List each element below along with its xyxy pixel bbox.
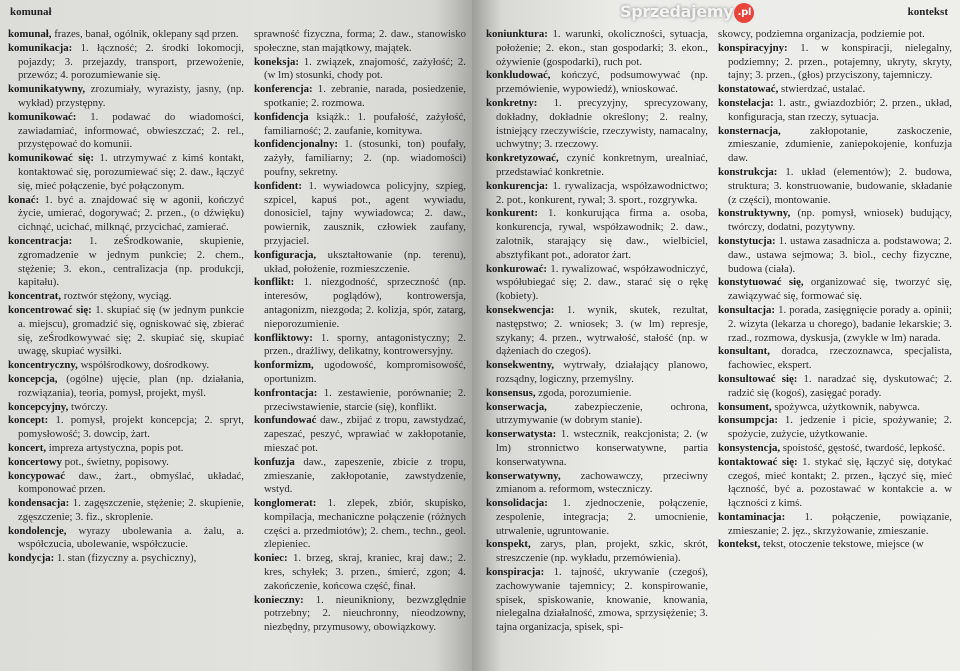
dictionary-entry [8,235,244,290]
dictionary-entry [486,207,708,262]
dictionary-entry [486,538,708,566]
dictionary-entry [8,442,244,456]
entry-definition: 1. być a. znajdować się w agonii, kończyć życie, umierać, dogorywać; 2. przen., (o dźwięku) cichnąć, ucichać, milknąć, przycichać, zamierać. [18,193,244,234]
entry-definition: zabezpieczenie, ochrona, utrzymywanie (w dobrym stanie). [496,400,708,427]
entry-definition: spoistość, gęstość, twardość, lepkość. [780,441,946,454]
dictionary-entry [254,359,466,387]
entry-definition: daw., zapeszenie, zbicie z tropu, zmieszanie, zakłopotanie, zawstydzenie, wstyd. [264,455,466,496]
dictionary-entry [8,304,244,359]
watermark-text: Sprzedajemy [620,2,734,21]
entry-definition: 1. warunki, okoliczności, sytuacja, położenie; 2. ekon., stan gospodarki; 3. ekon., ożywienie (gospodarki), ruch pot. [496,28,708,68]
entry-headword: koniunktura: [486,28,548,40]
entry-headword: konkretyzować, [486,152,559,165]
dictionary-entry [718,83,952,97]
entry-definition: 1. zebranie, narada, posiedzenie, spotkanie; 2. rozmowa. [264,83,466,109]
dictionary-column-1 [8,28,244,566]
entry-headword: konspiracja: [486,566,545,579]
entry-definition: zrozumiały, wyrazisty, jasny, (np. wykład) przystępny. [18,83,244,109]
entry-definition: pot., świetny, popisowy. [61,455,169,468]
entry-definition: 1. skupiać się (w jednym punkcie a. miejscu), gromadzić się, ogniskować się, zbierać się, zeŚrodkowywać się; 2. skupiać się, skupiać uwagę, skupiać wysiłki. [18,303,244,358]
dictionary-entry [718,373,952,401]
dictionary-column-4 [718,28,952,552]
entry-headword: konać: [8,193,40,206]
entry-headword: konserwatysta: [486,428,557,441]
entry-headword: konkurować: [486,262,547,275]
entry-definition: daw., zbijać z tropu, zawstydzać, zapeszać, peszyć, wprawiać w zakłopotanie, mieszać pot. [264,414,466,454]
entry-definition: 1. zeŚrodkowanie, skupienie, zgromadzenie w jednym punkcie; 2. chem., stężenie; 3. ekon., centralizacja (np. produkcji, kapitału). [18,234,244,289]
entry-definition: zgoda, porozumienie. [535,386,632,399]
dictionary-entry [8,414,244,442]
dictionary-entry [8,83,244,111]
dictionary-entry [254,594,466,635]
entry-definition: organizować się, tworzyć się, zawiązywać się, formować się. [728,276,953,303]
entry-definition: ugodowość, kompromisowość, oportunizm. [264,359,466,385]
entry-definition: spożywca, użytkownik, nabywca. [771,400,920,413]
entry-definition: wytrwały, działający planowo, rozsądny, logiczny, przemyślny. [496,359,708,385]
dictionary-entry [486,497,708,538]
entry-definition: zakłopotanie, zaskoczenie, zmieszanie, zdumienie, zaniepokojenie, konfuzja daw. [728,124,952,165]
dictionary-entry [8,42,244,83]
entry-definition: książk.: 1. poufałość, zażyłość, familiarność; 2. zaufanie, komitywa. [264,110,466,137]
dictionary-entry [486,566,708,635]
entry-headword: konglomerat: [254,497,317,510]
entry-definition: 1. stan (fizyczny a. psychiczny), [54,552,197,565]
entry-definition: 1. połączenie, powiązanie, zmieszanie; 2. jęz., skrzyżowanie, zmieszanie. [728,510,952,537]
entry-definition: 1. astr., gwiazdozbiór; 2. przen., układ, konfiguracja, stan rzeczy, sytuacja. [728,96,952,123]
entry-headword: kontaktować się: [718,455,798,468]
entry-headword: koncert, [8,441,47,454]
entry-definition: sprawność fizyczna, forma; 2. daw., stanowisko społeczne, stan majątkowy, majątek. [254,28,466,54]
entry-headword: konflikt: [254,276,295,289]
entry-headword: konsekwencja: [486,303,555,316]
entry-headword: konstruktywny, [718,207,791,220]
dictionary-entry [486,401,708,429]
dictionary-entry [486,97,708,152]
entry-headword: koncentracja: [8,234,73,247]
dictionary-entry [8,470,244,498]
entry-headword: konfundować [254,414,317,427]
entry-definition: 1. konkurująca firma a. osoba, konkurencja, rywal, współzawodnik; 2. daw., zalotnik, starający się daw., wielbiciel, absztyfikant pot., adorator żart. [496,207,708,261]
entry-headword: konsultacja: [718,303,775,316]
dictionary-entry [718,166,952,207]
entry-definition: 1. tajność, ukrywanie (czegoś), zachowywanie tajemnicy; 2. konspirowanie, spisek, spiskowanie, knowanie, knowania, nielegalna działalność, zmowa, sprzysiężenie; 3. tajna organizacja, spisek, spi- [496,566,708,634]
dictionary-entry [718,97,952,125]
dictionary-entry [718,276,952,304]
dictionary-entry [718,42,952,83]
entry-headword: konsystencja, [718,441,781,454]
entry-headword: kontekst, [718,538,761,551]
dictionary-entry [486,387,708,401]
entry-headword: konfliktowy: [254,331,313,344]
entry-headword: konsultant, [718,345,770,358]
dictionary-entry [718,538,952,552]
dictionary-entry [486,359,708,387]
entry-headword: kondolencje, [8,524,67,537]
entry-headword: komunikatywny, [8,83,86,96]
entry-definition: kończyć, podsumowywać (np. przemówienie, wypowiedź), wnioskować. [496,69,708,96]
dictionary-entry [8,373,244,401]
dictionary-entry [718,401,952,415]
entry-headword: konfidencjonalny: [254,138,338,151]
entry-definition: doradca, rzeczoznawca, specjalista, fachowiec, ekspert. [728,345,952,372]
entry-headword: konkludować, [486,69,551,82]
dictionary-entry [486,28,708,69]
entry-headword: koncepcja, [8,372,58,385]
entry-definition: 1. rywalizować, współzawodniczyć, współubiegać się; 2. daw., starać się o rękę (kobiety). [496,262,708,303]
dictionary-entry [254,138,466,179]
entry-definition: 1. wywiadowca policyjny, szpieg, szpicel, kapuś pot., agent wywiadu, donosiciel, tajny wywiadowca; 2. daw., powiernik, zausznik, człowiek zaufany, przyjaciel. [264,179,466,247]
dictionary-entry [254,83,466,111]
entry-headword: konstatować, [718,83,779,96]
entry-definition: 1. zlepek, zbiór, skupisko, kompilacja, mechaniczne połączenie (różnych części a. przedmiotów); 2. chem., techn., geol. zlepieniec. [264,497,466,551]
dictionary-column-2 [254,28,466,635]
entry-definition: daw., żart., obmyślać, układać, komponować przen. [18,469,244,496]
dictionary-entry [254,552,466,593]
dictionary-entry [8,497,244,525]
entry-headword: konkurent: [486,207,539,220]
dictionary-entry [718,345,952,373]
entry-headword: kondensacja: [8,497,70,510]
dictionary-entry [254,249,466,277]
dictionary-entry [718,207,952,235]
dictionary-entry [718,442,952,456]
dictionary-entry [486,263,708,304]
entry-headword: konkretny: [486,96,538,109]
entry-definition: 1. utrzymywać z kimś kontakt, kontaktować się, porozumiewać się; 2. daw., łączyć się, mieć połączenie, być połączonym. [18,152,244,192]
entry-headword: konfrontacja: [254,386,318,399]
dictionary-entry [718,125,952,166]
dictionary-column-3 [486,28,708,635]
dictionary-entry [718,414,952,442]
dictionary-entry [8,28,244,42]
entry-definition: twórczy. [68,400,108,413]
entry-definition: ukształtowanie (np. terenu), układ, położenie, rozmieszczenie. [264,248,466,275]
entry-definition: 1. podawać do wiadomości, zawiadamiać, informować, obwieszczać; 2. rel., przystępować do komunii. [18,110,244,151]
entry-definition: 1. zjednoczenie, połączenie, zespolenie, integracja; 2. umocnienie, utrwalenie, ugruntowanie. [496,497,708,537]
running-head-left: komunał [10,6,52,18]
dictionary-entry [718,304,952,345]
entry-headword: koncepcyjny, [8,400,69,413]
dictionary-entry [8,152,244,193]
entry-headword: konsolidacja: [486,497,548,510]
entry-headword: konsekwentny, [486,359,555,372]
entry-headword: konspekt, [486,538,531,551]
entry-headword: koniec: [254,552,288,565]
dictionary-entry [8,111,244,152]
entry-headword: komunał, [8,28,52,40]
dictionary-entry [718,28,952,42]
dictionary-entry [254,332,466,360]
entry-definition: 1. naradzać się, dyskutować; 2. radzić się (kogoś), zasięgać porady. [728,372,953,399]
entry-definition: 1. rywalizacja, współzawodnictwo; 2. pot., konkurent, rywal; 3. sport., rozgrywka. [496,179,708,206]
entry-headword: komunikacja: [8,41,73,54]
dictionary-entry [8,456,244,470]
entry-definition: czynić konkretnym, urealniać, przedstawiać konkretnie. [496,152,708,178]
entry-definition: 1. łączność; 2. środki lokomocji, pojazdy; 3. przejazdy, transport, przewożenie, przewóz; 4. porozumiewanie się. [18,41,244,82]
entry-definition: stwierdzać, ustalać. [778,83,866,96]
dictionary-entry [486,180,708,208]
entry-headword: koneksja: [254,55,299,68]
entry-definition: roztwór stężony, wyciąg. [61,290,172,303]
watermark-badge: .pl [734,3,754,23]
entry-headword: kondycja: [8,552,55,565]
entry-headword: konstytucja: [718,234,776,247]
entry-definition: współśrodkowy, dośrodkowy. [77,359,210,372]
dictionary-entry [254,56,466,84]
entry-headword: koncentryczny, [8,359,78,372]
watermark-logo [620,2,754,23]
dictionary-entry [8,359,244,373]
dictionary-entry [254,414,466,455]
dictionary-entry [8,552,244,566]
entry-definition: 1. precyzyjny, sprecyzowany, dokładny, dokładnie określony; 2. realny, istniejący rzeczywiście, rzeczywisty, namacalny, uchwytny; 3. rzeczowy. [496,96,708,151]
entry-definition: 1. w konspiracji, nielegalny, podziemny; 2. przen., potajemny, ukryty, skryty, tajny; 3. przen., (głos) przyciszony, tajemniczy. [728,41,952,82]
entry-headword: konstrukcja: [718,165,778,178]
dictionary-entry [8,401,244,415]
entry-headword: konserwacja, [486,400,547,413]
dictionary-entry [254,111,466,139]
dictionary-entry [486,470,708,498]
entry-headword: konfiguracja, [254,248,317,261]
entry-definition: (np. pomysł, wniosek) budujący, twórczy, dodatni, pozytywny. [728,207,952,234]
entry-headword: kontaminacja: [718,510,786,523]
entry-definition: 1. ustawa zasadnicza a. podstawowa; 2. daw., ustawa sejmowa; 3. biol., cechy fizyczne, budowa (ciała). [728,234,952,275]
entry-definition: wyrazy ubolewania a. żalu, a. współczucia, ubolewanie, współczucie. [18,524,244,551]
running-head-right: kontekst [907,6,948,18]
entry-definition: 1. pomysł, projekt koncepcja; 2. spryt, pomysłowość; 3. dowcip, żart. [18,414,244,441]
entry-headword: koncentrować się: [8,303,92,316]
entry-definition: 1. zagęszczenie, stężenie; 2. skupienie, zgęszczenie; 3. fiz., skroplenie. [18,497,244,523]
dictionary-entry [254,497,466,552]
dictionary-entry [486,69,708,97]
entry-definition: 1. zestawienie, porównanie; 2. przeciwstawienie, starcie (się), konflikt. [264,386,466,413]
dictionary-entry [8,290,244,304]
entry-headword: koncept: [8,414,49,427]
entry-headword: koncertowy [8,455,62,468]
entry-headword: konserwatywny, [486,469,561,482]
entry-headword: konspiracyjny: [718,41,788,54]
dictionary-entry [718,235,952,276]
dictionary-entry [486,152,708,180]
entry-definition: 1. sporny, antagonistyczny; 2. przen., drażliwy, delikatny, kontrowersyjny. [264,331,466,358]
entry-definition: zachowawczy, przeciwny zmianom a. reformom, wsteczniczy. [496,469,708,496]
entry-headword: komunikować: [8,110,77,123]
dictionary-entry [486,428,708,469]
entry-headword: konsument, [718,400,772,413]
entry-definition: zarys, plan, projekt, szkic, skrót, streszczenie (np. wykładu, przemówienia). [496,538,708,565]
entry-headword: konferencja: [254,83,313,96]
entry-definition: 1. (stosunki, ton) poufały, zażyły, familiarny; 2. (np. wiadomości) poufny, sekretny. [264,138,466,178]
entry-definition: 1. jedzenie i picie, spożywanie; 2. spożycie, zużycie, użytkowanie. [728,414,952,441]
entry-definition: 1. wstecznik, reakcjonista; 2. (w lm) stronnictwo konserwatywne, partia konserwatywna. [496,428,708,468]
left-page [0,0,472,671]
entry-headword: konkurencja: [486,179,549,192]
entry-definition: tekst, otoczenie tekstowe, miejsce (w [760,538,924,551]
dictionary-entry [254,387,466,415]
dictionary-entry [486,304,708,359]
entry-definition: 1. związek, znajomość, zażyłość; 2. (w lm) stosunki, chody pot. [264,55,466,82]
dictionary-entry [8,194,244,235]
dictionary-entry [254,456,466,497]
entry-definition: (ogólne) ujęcie, plan (np. działania, rozwiązania), teoria, pomysł, projekt, myśl. [18,372,244,399]
entry-definition: 1. niezgodność, sprzeczność (np. interesów, poglądów), kontrowersja, antagonizm, niezgoda; 2. kolizja, spór, zatarg, nieporozumienie. [264,276,466,330]
entry-headword: konstytuować się, [718,276,804,289]
entry-definition: 1. układ (elementów); 2. budowa, struktura; 3. konstruowanie, budowanie, składanie (z części), montowanie. [728,165,952,206]
entry-headword: konsumpcja: [718,414,778,427]
dictionary-entry [718,511,952,539]
entry-definition: impreza artystyczna, popis pot. [46,441,184,454]
entry-headword: konsternacja, [718,124,781,137]
entry-headword: konfidencja [254,110,309,123]
entry-headword: koncypować [8,469,65,482]
entry-definition: 1. porada, zasięgnięcie porady a. opinii; 2. wizyta (lekarza u chorego), badanie lekarskie; 3. rzad., rozmowa, dyskusja, (zwykle w lm) narada. [728,303,952,344]
dictionary-entry [254,276,466,331]
entry-definition: frazes, banał, ogólnik, oklepany sąd przen. [51,28,239,40]
entry-definition: skowcy, podziemna organizacja, podziemie pot. [718,28,925,40]
entry-definition: 1. stykać się, łączyć się, dotykać czegoś, mieć kontakt; 2. przen., łączyć się, mieć łączność, być a. pozostawać w kontakcie a. w łączności z kimś. [728,455,952,510]
entry-headword: konsultować się: [718,372,798,385]
entry-headword: komunikować się: [8,152,94,165]
entry-headword: konfident: [254,179,302,192]
entry-headword: konfuzja [254,455,295,468]
dictionary-entry [254,180,466,249]
entry-headword: konsensus, [486,386,536,399]
entry-headword: konformizm, [254,359,314,372]
entry-definition: 1. nieunikniony, bezwzględnie potrzebny; 2. nieuchronny, nieodzowny, niezbędny, przymusowy, obowiązkowy. [264,593,466,634]
entry-definition: 1. wynik, skutek, rezultat, następstwo; 2. wniosek; 3. (w lm) represje, szykany; 4. przen., wytrwałość, stałość (np. w dążeniach do czegoś). [496,303,708,358]
right-page [472,0,960,671]
dictionary-entry [718,456,952,511]
entry-headword: konstelacja: [718,96,774,109]
entry-headword: konieczny: [254,593,304,606]
entry-headword: koncentrat, [8,290,62,303]
dictionary-entry [254,28,466,56]
entry-definition: 1. brzeg, skraj, kraniec, kraj daw.; 2. kres, schyłek; 3. przen., śmierć, zgon; 4. zakończenie, końcowa część, finał. [264,552,466,592]
dictionary-entry [8,525,244,553]
